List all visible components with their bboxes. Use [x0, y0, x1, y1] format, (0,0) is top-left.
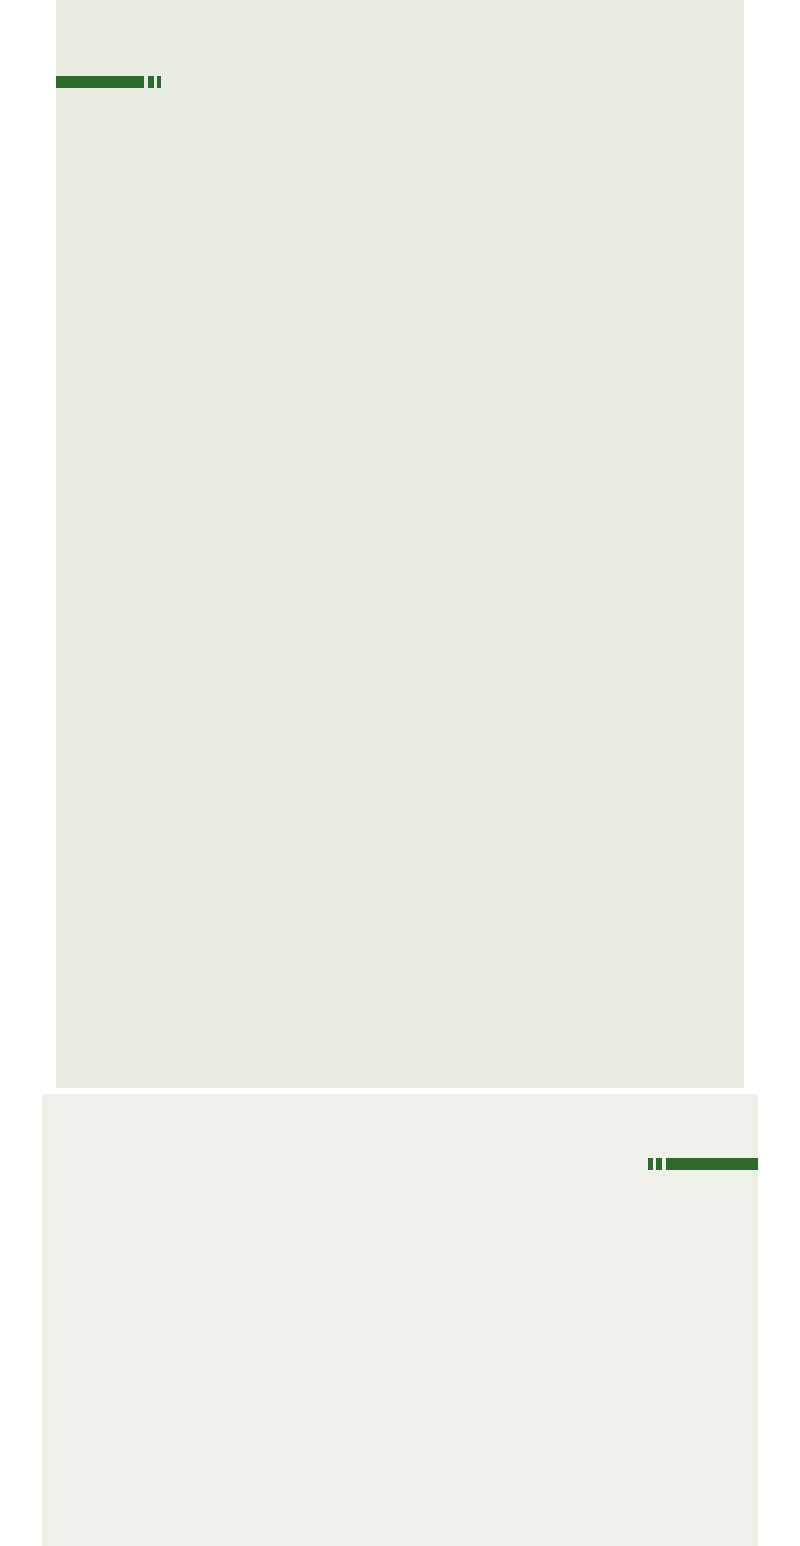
header-bar-icon — [648, 1158, 653, 1170]
header-bar-icon — [157, 76, 161, 88]
book-page-left — [56, 0, 744, 1088]
header-bar-icon — [148, 76, 154, 88]
running-header-left — [56, 70, 456, 102]
header-bar-icon — [56, 76, 144, 88]
header-bar-icon — [656, 1158, 662, 1170]
header-bar-icon — [666, 1158, 758, 1170]
